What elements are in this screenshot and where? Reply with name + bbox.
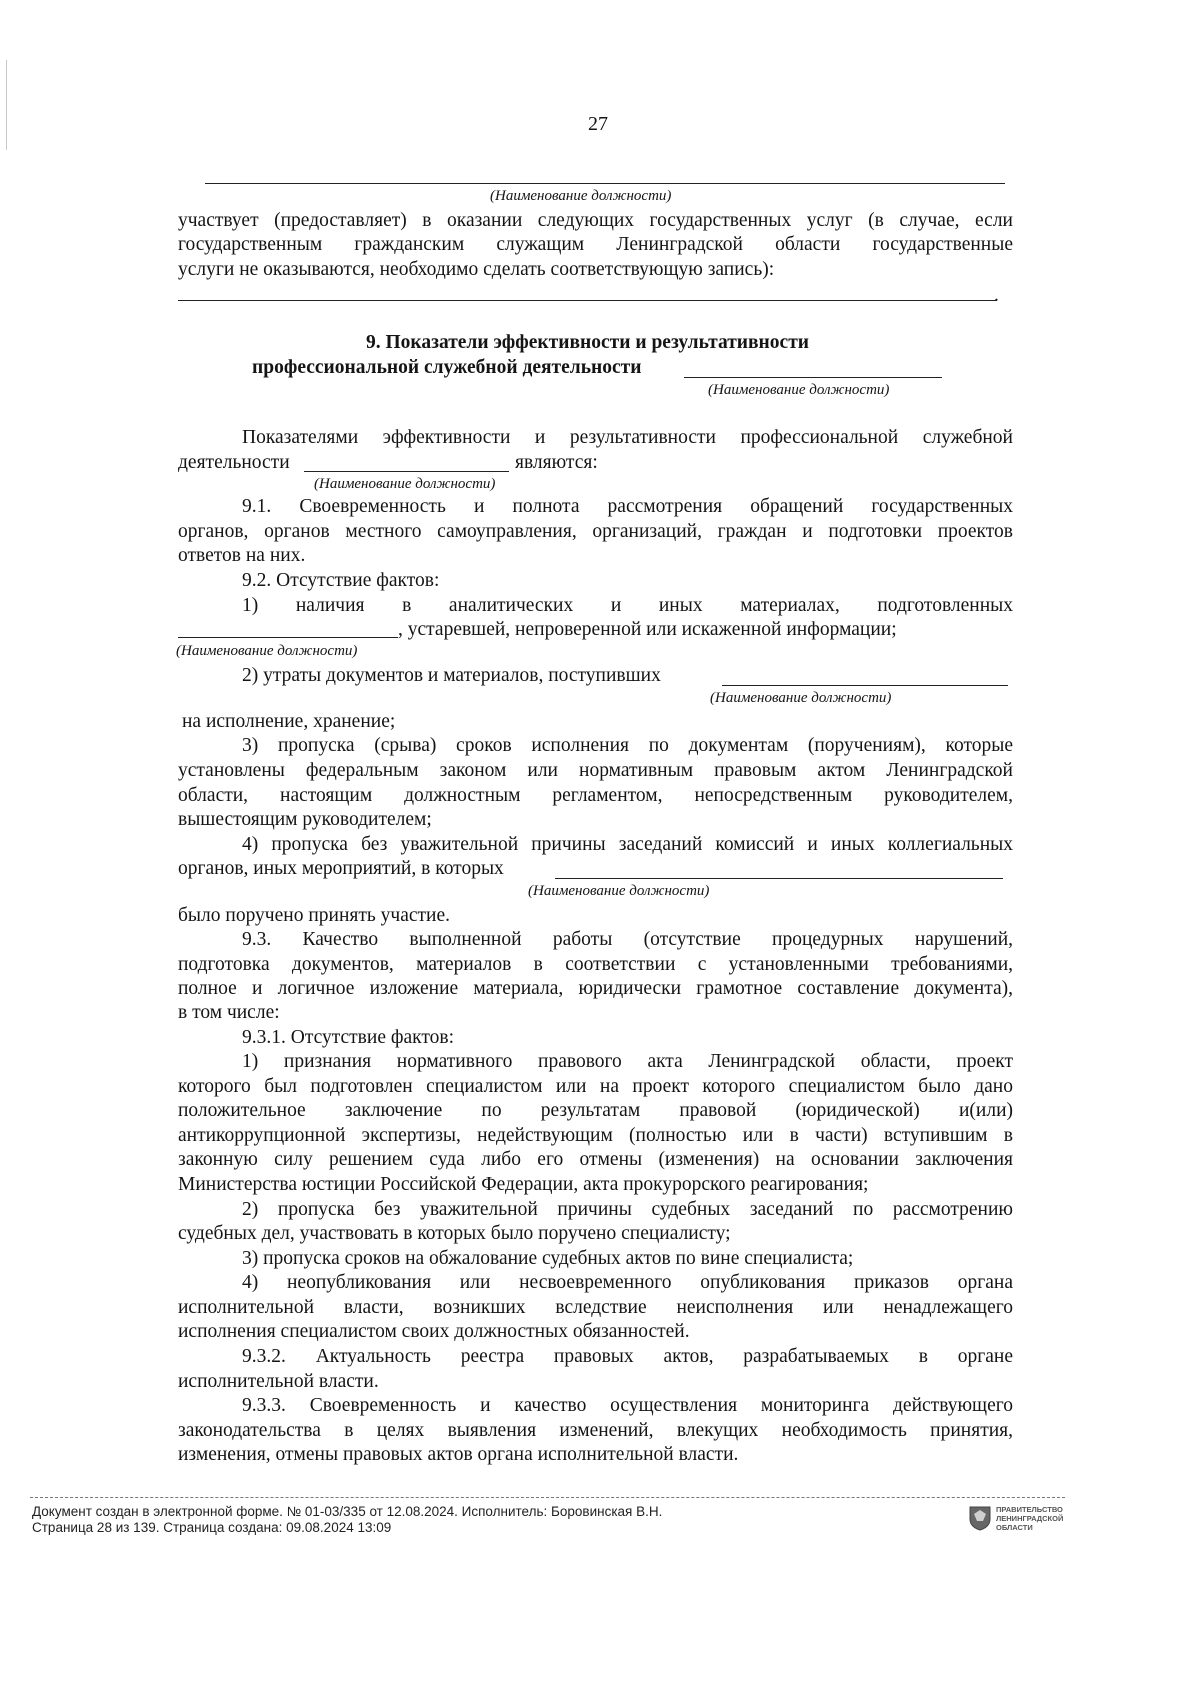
item-9-2-1-blank-line (178, 637, 398, 638)
item-9-2-4-caption: (Наименование должности) (528, 883, 710, 899)
item-9-2-1-line-2: , устаревшей, непроверенной или искаженной информации; (398, 619, 897, 640)
coat-of-arms-icon (968, 1505, 992, 1531)
section-title-caption: (Наименование должности) (708, 382, 890, 398)
item-9-1-line-2: органов, органов местного самоуправления, организаций, граждан и подготовки проектов (178, 521, 1013, 542)
section-title-line-2: профессиональной служебной деятельности (252, 357, 642, 378)
indicators-intro-line-1: Показателями эффективности и результативности профессиональной служебной (242, 427, 1013, 448)
footer-document-info: Документ создан в электронной форме. № 01-03/335 от 12.08.2024. Исполнитель: Боровинская В.Н. (32, 1504, 663, 1519)
section-title-blank-line (684, 377, 942, 378)
item-9-2-3-line-1: 3) пропуска (срыва) сроков исполнения по документам (поручениям), которые (242, 735, 1013, 756)
item-9-3-1-2-line-2: судебных дел, участвовать в которых было поручено специалисту; (178, 1223, 731, 1244)
item-9-3-1-3: 3) пропуска сроков на обжалование судебных актов по вине специалиста; (242, 1248, 854, 1269)
item-9-3-1-4-line-1: 4) неопубликования или несвоевременного опубликования приказов органа (242, 1272, 1013, 1293)
intro-line-1: участвует (предоставляет) в оказании следующих государственных услуг (в случае, если (178, 210, 1013, 231)
position-name-caption: (Наименование должности) (490, 188, 672, 204)
item-9-2-1-line-1: 1) наличия в аналитических и иных материалах, подготовленных (242, 595, 1013, 616)
item-9-2-4-line-1: 4) пропуска без уважительной причины заседаний комиссий и иных коллегиальных (242, 834, 1013, 855)
item-9-3-1-1-line-5: законную силу решением суда либо его отмены (изменения) на основании заключения (178, 1149, 1013, 1170)
item-9-3-line-2: подготовка документов, материалов в соответствии с установленными требованиями, (178, 954, 1013, 975)
item-9-2-2-line-2: на исполнение, хранение; (182, 711, 396, 732)
services-fill-end: . (994, 285, 999, 306)
scan-edge-mark (6, 60, 7, 150)
item-9-3-3-line-1: 9.3.3. Своевременность и качество осуществления мониторинга действующего (242, 1395, 1013, 1416)
item-9-2-4-line-2: органов, иных мероприятий, в которых (178, 858, 504, 879)
item-9-3-1-1-line-6: Министерства юстиции Российской Федерации, акта прокурорского реагирования; (178, 1174, 869, 1195)
government-logo (968, 1503, 1068, 1537)
item-9-2-2-caption: (Наименование должности) (710, 690, 892, 706)
logo-text-line-1: ПРАВИТЕЛЬСТВО (996, 1505, 1063, 1514)
intro-line-2: государственным гражданским служащим Ленинградской области государственные (178, 234, 1013, 255)
section-title-line-1: 9. Показатели эффективности и результативности (366, 332, 810, 353)
position-name-blank-line (205, 183, 1005, 184)
item-9-3-1-1-line-1: 1) признания нормативного правового акта Ленинградской области, проект (242, 1051, 1013, 1072)
item-9-3-1-4-line-2: исполнительной власти, возникших вследствие неисполнения или ненадлежащего (178, 1297, 1013, 1318)
item-9-3-3-line-2: законодательства в целях выявления изменений, влекущих необходимость принятия, (178, 1420, 1013, 1441)
item-9-3-line-4: в том числе: (178, 1002, 280, 1023)
item-9-3-1-title: 9.3.1. Отсутствие фактов: (242, 1027, 454, 1048)
item-9-2-4-line-3: было поручено принять участие. (178, 905, 451, 926)
item-9-2-2-line-1: 2) утраты документов и материалов, поступивших (242, 665, 661, 686)
footer-separator (30, 1497, 1065, 1498)
item-9-1-line-3: ответов на них. (178, 545, 306, 566)
item-9-3-1-1-line-2: которого был подготовлен специалистом или на проект которого специалистом было дано (178, 1076, 1013, 1097)
item-9-3-line-3: полное и логичное изложение материала, юридически грамотное составление документа), (178, 978, 1013, 999)
item-9-3-1-1-line-4: антикоррупционной экспертизы, недействующим (полностью или в части) вступившим в (178, 1125, 1013, 1146)
item-9-2-3-line-3: области, настоящим должностным регламентом, непосредственным руководителем, (178, 785, 1013, 806)
item-9-2-3-line-4: вышестоящим руководителем; (178, 809, 432, 830)
item-9-3-1-4-line-3: исполнения специалистом своих должностных обязанностей. (178, 1321, 690, 1342)
indicators-intro-activity: деятельности (178, 452, 290, 473)
intro-line-3: услуги не оказываются, необходимо сделать соответствующую запись): (178, 259, 775, 280)
page-number: 27 (588, 113, 608, 135)
indicators-intro-caption: (Наименование должности) (314, 476, 496, 492)
logo-text-line-2: ЛЕНИНГРАДСКОЙ (996, 1514, 1064, 1523)
item-9-3-2-line-2: исполнительной власти. (178, 1371, 379, 1392)
item-9-3-1-1-line-3: положительное заключение по результатам правовой (юридической) и(или) (178, 1100, 1013, 1121)
logo-text-line-3: ОБЛАСТИ (996, 1523, 1033, 1532)
indicators-intro-are: являются: (515, 452, 598, 473)
item-9-2-1-caption: (Наименование должности) (176, 643, 358, 659)
item-9-2-title: 9.2. Отсутствие фактов: (242, 570, 440, 591)
item-9-2-2-blank-line (722, 685, 1008, 686)
indicators-intro-blank-line (304, 471, 509, 472)
item-9-3-3-line-3: изменения, отмены правовых актов органа исполнительной власти. (178, 1444, 739, 1465)
item-9-3-line-1: 9.3. Качество выполненной работы (отсутствие процедурных нарушений, (242, 929, 1013, 950)
item-9-1-line-1: 9.1. Своевременность и полнота рассмотрения обращений государственных (242, 496, 1013, 517)
footer-page-info: Страница 28 из 139. Страница создана: 09.08.2024 13:09 (32, 1520, 392, 1535)
item-9-3-2-line-1: 9.3.2. Актуальность реестра правовых актов, разрабатываемых в органе (242, 1346, 1013, 1367)
item-9-2-3-line-2: установлены федеральным законом или нормативным правовым актом Ленинградской (178, 760, 1013, 781)
item-9-2-4-blank-line (555, 878, 1003, 879)
item-9-3-1-2-line-1: 2) пропуска без уважительной причины судебных заседаний по рассмотрению (242, 1199, 1013, 1220)
services-fill-line (178, 300, 996, 301)
